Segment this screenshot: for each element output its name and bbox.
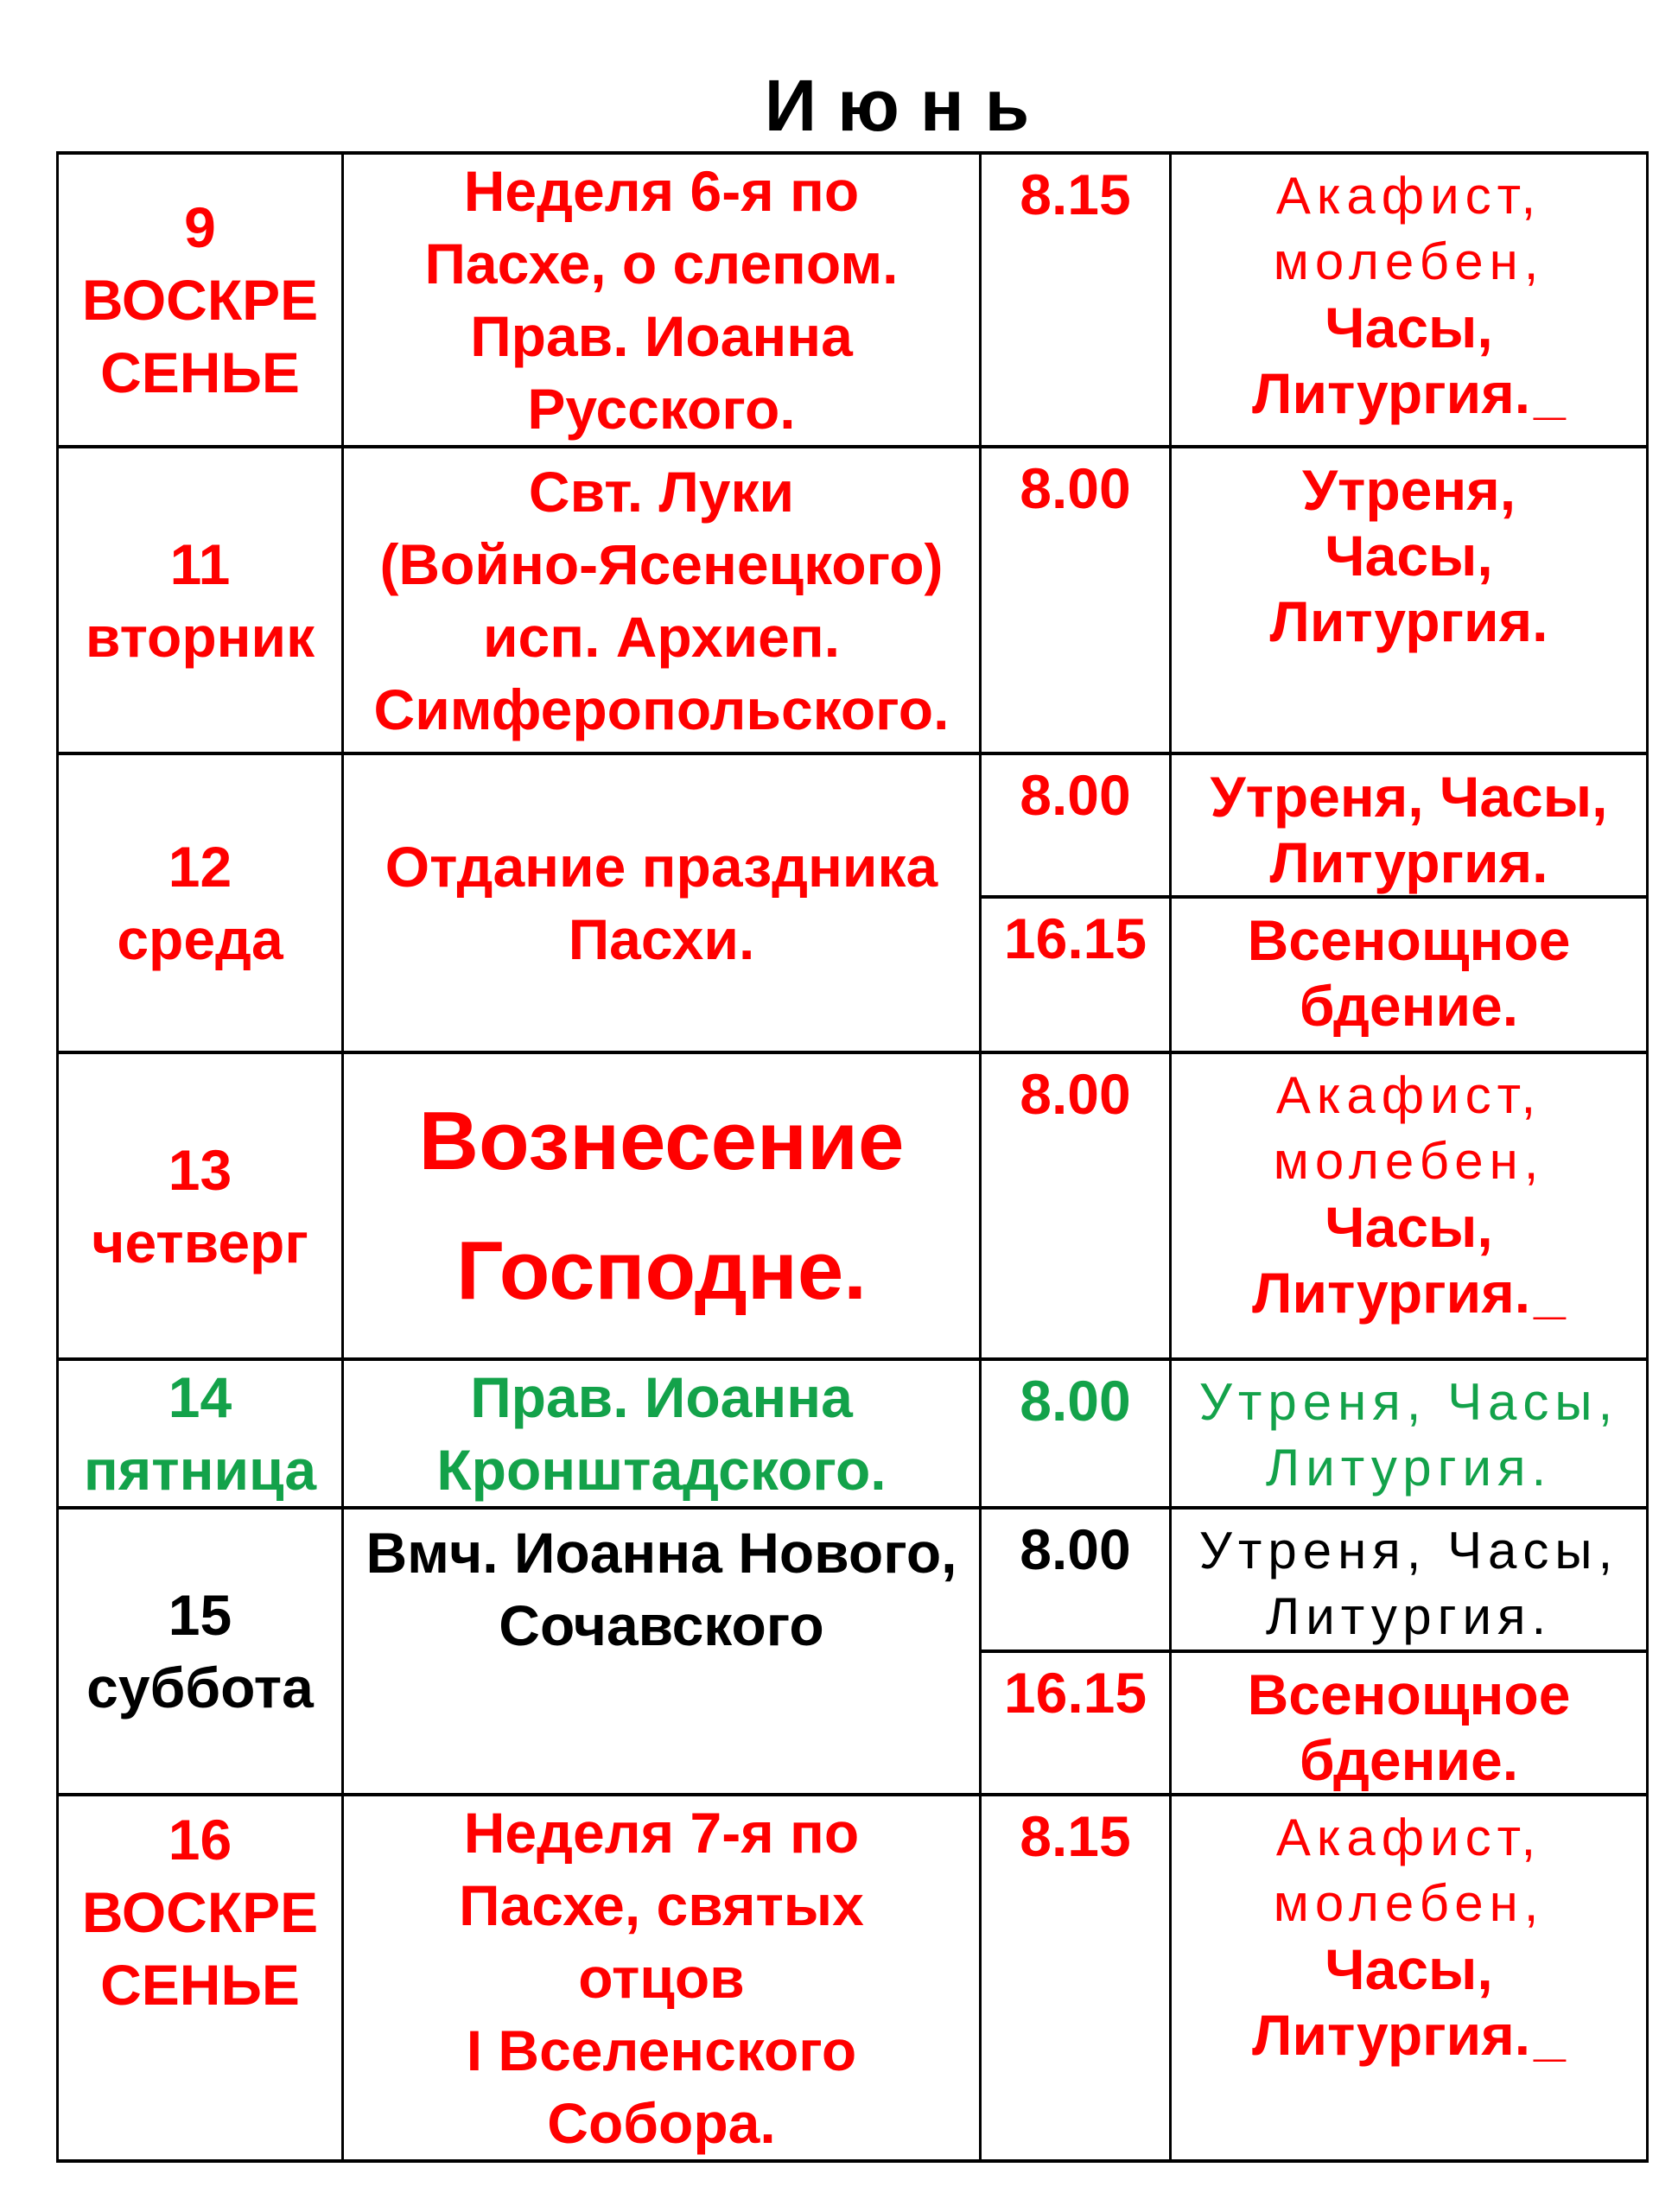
time-cell <box>981 447 1171 753</box>
time-cell <box>981 1508 1171 1651</box>
time-cell <box>981 1052 1171 1359</box>
service-line: Литургия._ <box>1252 2003 1566 2067</box>
services-cell <box>1171 447 1648 753</box>
day-line: ВОСКРЕ <box>81 268 319 332</box>
service-line: молебен, <box>1273 1132 1545 1190</box>
day-line: 15 <box>168 1583 232 1647</box>
table-row <box>58 753 1648 897</box>
service-line: Акафист, <box>1275 1066 1542 1124</box>
day-line: пятница <box>83 1438 317 1502</box>
day-cell <box>58 1359 343 1508</box>
service-line: Литургия._ <box>1252 361 1566 425</box>
table-row <box>58 153 1648 447</box>
time-value: 8.00 <box>1020 763 1131 827</box>
feast-line: Прав. Иоанна <box>470 304 853 368</box>
table-row <box>58 1795 1648 2161</box>
feast-line: Пасхи. <box>568 907 755 971</box>
service-line: Часы, <box>1325 524 1493 588</box>
feast-line: (Войно-Ясенецкого) <box>379 531 944 596</box>
service-line: Всенощное <box>1247 1662 1571 1726</box>
schedule-table <box>56 151 1649 2163</box>
feast-line: Кронштадского. <box>436 1438 887 1502</box>
service-line: молебен, <box>1273 1874 1545 1932</box>
day-line: вторник <box>85 604 315 669</box>
feast-cell <box>343 153 981 447</box>
day-line: СЕНЬЕ <box>100 1953 300 2017</box>
month-title: Июнь <box>764 65 1051 146</box>
service-line: Часы, <box>1325 1195 1493 1259</box>
time-value: 16.15 <box>1003 1661 1147 1725</box>
time-value: 16.15 <box>1003 906 1147 970</box>
services-cell <box>1171 1052 1648 1359</box>
time-value: 8.15 <box>1020 162 1131 226</box>
services-cell <box>1171 1795 1648 2161</box>
time-cell <box>981 153 1171 447</box>
services-cell <box>1171 1359 1648 1508</box>
service-line: бдение. <box>1299 1728 1519 1792</box>
service-line: Литургия. <box>1269 589 1548 653</box>
time-value: 8.00 <box>1020 1062 1131 1126</box>
underline-mark: _ <box>1534 1261 1566 1325</box>
time-value: 8.00 <box>1020 1369 1131 1433</box>
time-value: 8.15 <box>1020 1804 1131 1868</box>
services-cell <box>1171 1508 1648 1651</box>
time-cell <box>981 1795 1171 2161</box>
service-line: Всенощное <box>1247 908 1571 972</box>
day-cell <box>58 1795 343 2161</box>
feast-cell <box>343 1052 981 1359</box>
day-cell <box>58 1508 343 1795</box>
service-line: Часы, <box>1325 1937 1493 2001</box>
feast-line: Отдание праздника <box>385 835 938 899</box>
time-value: 8.00 <box>1020 1517 1131 1581</box>
day-cell <box>58 447 343 753</box>
day-line: четверг <box>92 1210 308 1274</box>
service-line: Утреня, <box>1301 458 1516 522</box>
service-line: Часы, <box>1325 296 1493 359</box>
service-line: Литургия._ <box>1252 1261 1566 1325</box>
feast-line: Вознесение <box>418 1094 905 1187</box>
day-cell <box>58 753 343 1052</box>
day-line: 9 <box>184 195 216 259</box>
feast-cell <box>343 1359 981 1508</box>
table-row <box>58 1052 1648 1359</box>
feast-cell <box>343 753 981 1052</box>
feast-line: Сочавского <box>499 1593 824 1657</box>
services-cell <box>1171 897 1648 1052</box>
feast-line: Неделя 7-я по <box>463 1801 860 1865</box>
feast-line: Пасхе, святых <box>459 1873 864 1937</box>
services-cell <box>1171 753 1648 897</box>
feast-cell <box>343 1508 981 1795</box>
day-cell <box>58 1052 343 1359</box>
service-line: бдение. <box>1299 974 1519 1038</box>
service-line: молебен, <box>1273 232 1545 290</box>
feast-line: I Вселенского <box>466 2018 857 2082</box>
feast-line: Вмч. Иоанна Нового, <box>365 1521 957 1585</box>
time-cell <box>981 897 1171 1052</box>
service-line: Литургия. <box>1265 1439 1553 1497</box>
time-cell <box>981 1651 1171 1795</box>
feast-line: Неделя 6-я по <box>463 159 860 223</box>
table-row <box>58 1359 1648 1508</box>
feast-cell <box>343 447 981 753</box>
service-line: Акафист, <box>1275 1808 1542 1866</box>
day-line: СЕНЬЕ <box>100 340 300 404</box>
services-cell <box>1171 1651 1648 1795</box>
day-line: 11 <box>169 531 231 596</box>
day-line: 14 <box>168 1365 232 1429</box>
table-row <box>58 1508 1648 1651</box>
feast-line: Пасхе, о слепом. <box>424 232 899 296</box>
feast-line: Господне. <box>456 1224 867 1317</box>
service-line: Утреня, Часы, <box>1210 765 1608 829</box>
day-cell <box>58 153 343 447</box>
time-cell <box>981 753 1171 897</box>
feast-line: исп. Архиеп. <box>482 604 841 669</box>
time-cell <box>981 1359 1171 1508</box>
day-line: ВОСКРЕ <box>81 1880 319 1944</box>
feast-line: Симферопольского. <box>373 677 950 741</box>
day-line: 13 <box>168 1137 232 1202</box>
feast-line: отцов <box>578 1946 745 2010</box>
feast-cell <box>343 1795 981 2161</box>
feast-line: Собора. <box>547 2091 776 2155</box>
underline-mark: _ <box>1534 2003 1566 2067</box>
table-row <box>58 447 1648 753</box>
service-line: Утреня, Часы, <box>1198 1373 1619 1431</box>
day-line: среда <box>117 907 283 971</box>
day-line: суббота <box>86 1656 314 1719</box>
service-line: Литургия. <box>1269 830 1548 894</box>
service-line: Утреня, Часы, <box>1198 1522 1619 1580</box>
feast-line: Прав. Иоанна <box>470 1365 853 1429</box>
feast-line: Русского. <box>527 377 796 441</box>
day-line: 12 <box>168 835 232 899</box>
time-value: 8.00 <box>1020 456 1131 520</box>
day-line: 16 <box>168 1808 232 1872</box>
service-line: Литургия. <box>1265 1587 1553 1645</box>
feast-line: Свт. Луки <box>528 459 795 524</box>
underline-mark: _ <box>1534 361 1566 425</box>
service-line: Акафист, <box>1275 167 1542 225</box>
services-cell <box>1171 153 1648 447</box>
